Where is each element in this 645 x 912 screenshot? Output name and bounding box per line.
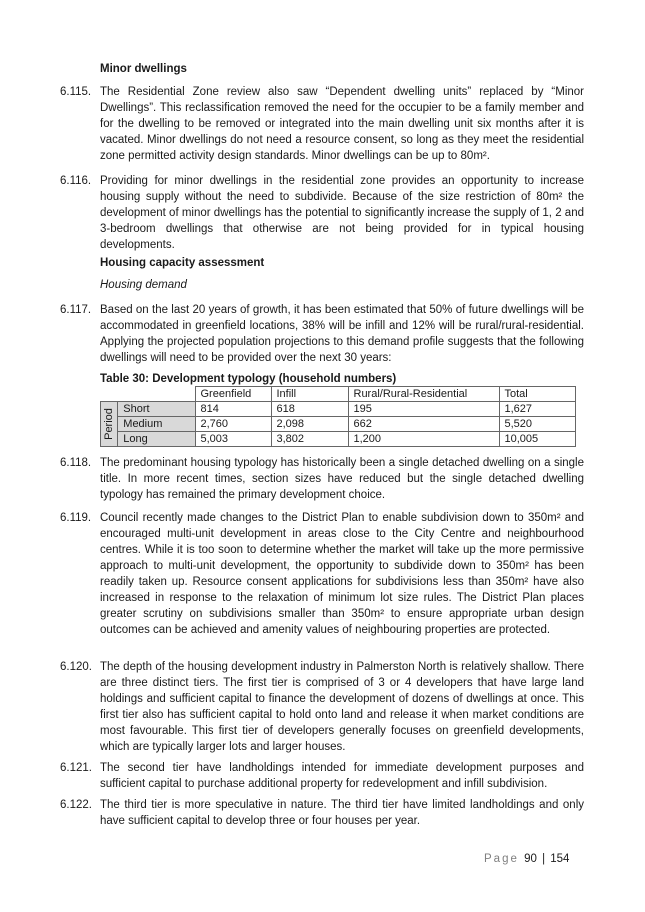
section-heading-minor-dwellings: Minor dwellings — [100, 63, 187, 75]
column-header: Total — [499, 387, 575, 402]
table-cell: 1,627 — [499, 402, 575, 417]
table-corner-cell — [101, 387, 196, 402]
paragraph-number: 6.121. — [60, 762, 92, 774]
paragraph-number: 6.117. — [60, 304, 92, 316]
page-footer — [484, 853, 569, 865]
paragraph-6-118 — [60, 455, 584, 503]
paragraph-6-115 — [60, 84, 584, 164]
paragraph-number: 6.119. — [60, 512, 92, 524]
column-header: Greenfield — [195, 387, 271, 402]
subheading-housing-demand: Housing demand — [100, 279, 187, 291]
row-label: Medium — [118, 417, 195, 432]
table-row — [101, 417, 576, 432]
paragraph-text: The third tier is more speculative in nature. The third tier have limited landholdings and only have sufficient capital to develop three or four houses per year. — [100, 799, 584, 827]
paragraph-6-117 — [60, 302, 584, 366]
table-cell: 3,802 — [271, 432, 348, 447]
paragraph-number: 6.118. — [60, 457, 92, 469]
paragraph-number: 6.122. — [60, 799, 92, 811]
paragraph-text: The second tier have landholdings intended for immediate development purposes and sufficient capital to purchase additional property for redevelopment and infill subdivision. — [100, 762, 584, 790]
table-cell: 618 — [271, 402, 348, 417]
period-label-cell — [101, 402, 118, 447]
paragraph-text: Based on the last 20 years of growth, it has been estimated that 50% of future dwellings will be accommodated in greenfield locations, 38% will be infill and 12% will be rural/rural-residential. Applying the projected population projections to this demand profile suggests that the following dwellings will need to be provided over the next 30 years: — [100, 304, 584, 364]
table-cell: 2,098 — [271, 417, 348, 432]
row-label: Short — [118, 402, 195, 417]
table-cell: 662 — [348, 417, 499, 432]
paragraph-6-122 — [60, 797, 584, 829]
page-separator: | — [542, 853, 546, 865]
column-header: Infill — [271, 387, 348, 402]
paragraph-number: 6.116. — [60, 175, 92, 187]
paragraph-text: The Residential Zone review also saw “Dependent dwelling units” replaced by “Minor Dwellings”. This reclassification removed the need for the occupier to be a family member and for the dwelling to be removed or integrated into the main dwelling unit six months after it is vacated. Minor dwellings do not need a resource consent, so long as they meet the residential zone permitted activity design standards. Minor dwellings can be up to 80m². — [100, 86, 584, 162]
paragraph-text: Council recently made changes to the District Plan to enable subdivision down to 350m² and encouraged multi-unit development in areas close to the City Centre and neighbourhood centres. While it is too soon to determine whether the market will take up the more permissive approach to multi-unit development, the opportunity to subdivide down to 350m² has been readily taken up. Resource consent applications for subdivisions less than 350m² have also increased in response to the relaxation of minimum lot size rules. The District Plan places greater scrutiny on subdivisions smaller than 350m² to ensure appropriate urban design outcomes can be achieved and amenity values of neighbouring properties are protected. — [100, 512, 584, 636]
paragraph-6-121 — [60, 760, 584, 792]
row-label: Long — [118, 432, 195, 447]
table-cell: 2,760 — [195, 417, 271, 432]
column-header: Rural/Rural-Residential — [348, 387, 499, 402]
table-header-row — [101, 387, 576, 402]
paragraph-number: 6.120. — [60, 661, 92, 673]
paragraph-number: 6.115. — [60, 86, 92, 98]
table-cell: 814 — [195, 402, 271, 417]
table-cell: 5,003 — [195, 432, 271, 447]
page-word: Page — [484, 853, 519, 865]
table-cell: 5,520 — [499, 417, 575, 432]
table-cell: 195 — [348, 402, 499, 417]
table-cell: 1,200 — [348, 432, 499, 447]
table-caption: Table 30: Development typology (household numbers) — [100, 373, 397, 385]
table-cell: 10,005 — [499, 432, 575, 447]
page-number: 90 — [524, 853, 537, 865]
paragraph-text: The predominant housing typology has historically been a single detached dwelling on a single title. In more recent times, section sizes have reduced but the single detached dwelling typology has remained the primary development choice. — [100, 457, 584, 501]
paragraph-text: Providing for minor dwellings in the residential zone provides an opportunity to increase housing supply without the need to subdivide. Because of the size restriction of 80m² the development of minor dwellings has the potential to significantly increase the supply of 1, 2 and 3-bedroom dwellings that otherwise are not being provided for in typical housing developments. — [100, 175, 584, 251]
paragraph-6-119 — [60, 510, 584, 638]
table-row — [101, 432, 576, 447]
period-label: Period — [103, 408, 116, 440]
paragraph-text: The depth of the housing development industry in Palmerston North is relatively shallow. There are three distinct tiers. The first tier is comprised of 3 or 4 developers that have large land holdings and sufficient capital to finance the development of dozens of dwellings at once. This first tier also has sufficient capital to hold onto land and release it when market conditions are most favourable. This first tier of developers generally focuses on greenfield developments, which are typically larger lots and larger houses. — [100, 661, 584, 753]
paragraph-6-120 — [60, 659, 584, 755]
section-heading-housing-capacity: Housing capacity assessment — [100, 257, 265, 269]
development-typology-table — [100, 386, 576, 447]
table-row — [101, 402, 576, 417]
page-total: 154 — [550, 853, 570, 865]
paragraph-6-116 — [60, 173, 584, 253]
